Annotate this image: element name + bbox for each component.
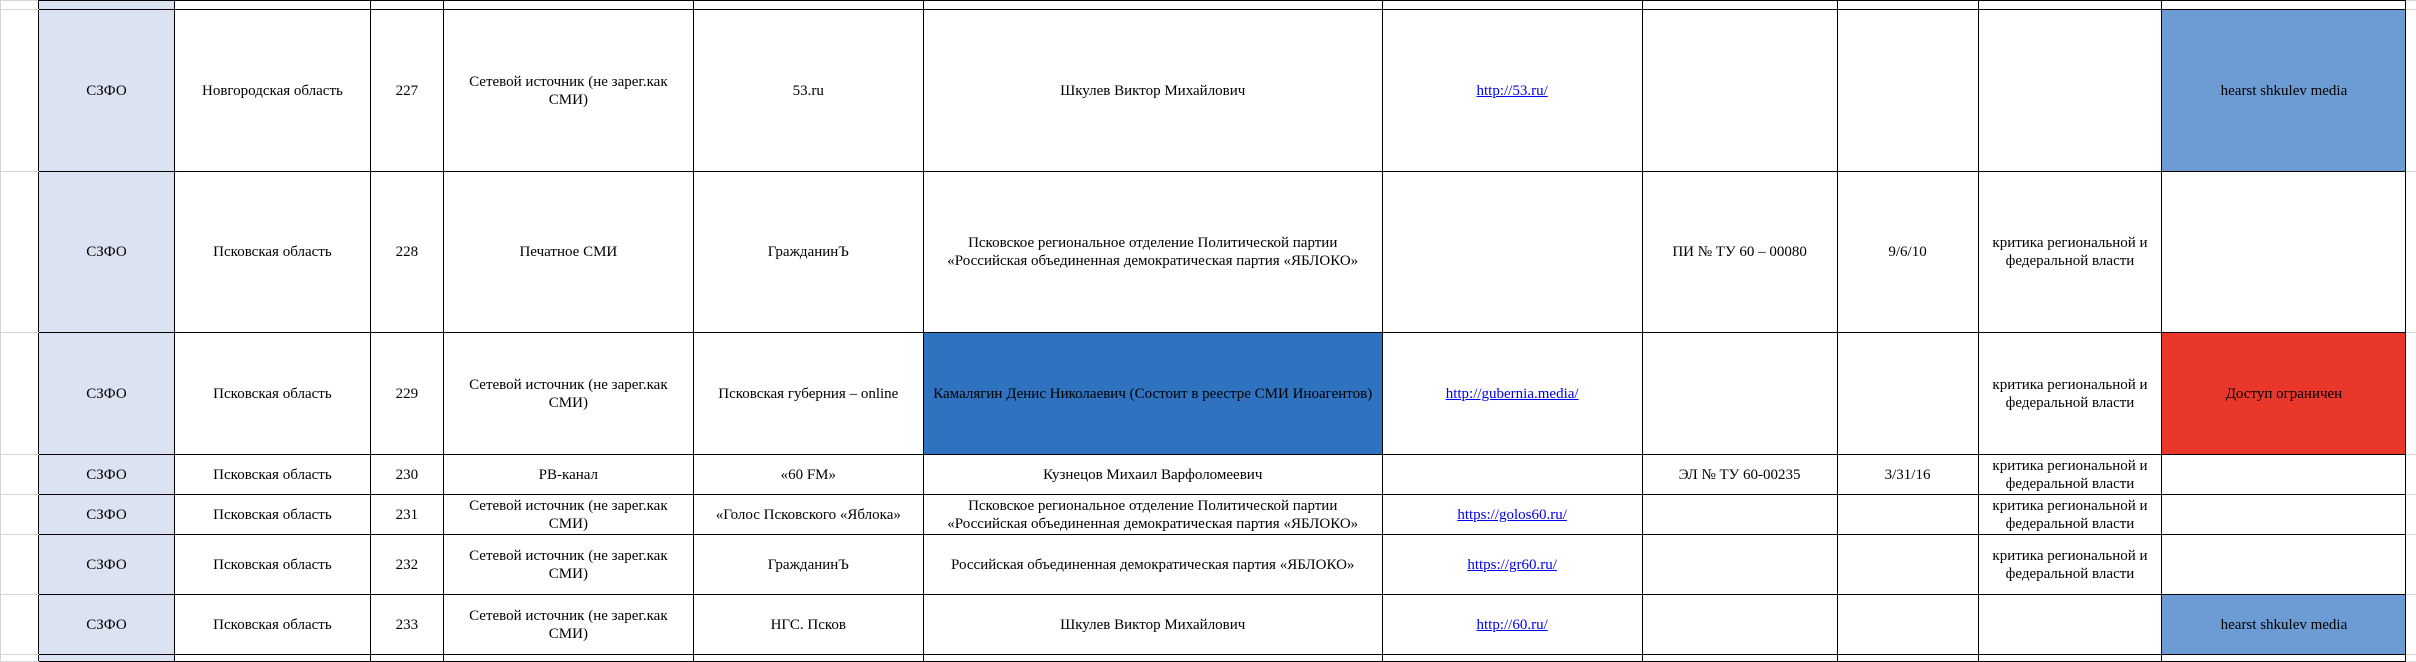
- founder-cell[interactable]: [923, 333, 1382, 455]
- media-type-cell[interactable]: [443, 1, 693, 10]
- media-title-cell[interactable]: [693, 1, 923, 10]
- media-title-text: НГС. Псков: [771, 617, 846, 633]
- media-type-cell[interactable]: [443, 535, 693, 595]
- region-text: Псковская область: [213, 507, 332, 523]
- row-number-cell[interactable]: [370, 595, 443, 655]
- row-gutter[interactable]: [1, 655, 39, 662]
- note-text: критика региональной и федеральной власти: [1992, 458, 2147, 492]
- table-row: [1, 172, 2416, 333]
- note-text: критика региональной и федеральной власти: [1992, 377, 2147, 411]
- registration-cell[interactable]: [1642, 455, 1837, 495]
- table-row: [1, 333, 2416, 455]
- media-type-text: Сетевой источник (не зарег.как СМИ): [469, 74, 668, 108]
- district-text: СЗФО: [86, 83, 126, 99]
- district-cell[interactable]: [38, 455, 174, 495]
- district-text: СЗФО: [86, 467, 126, 483]
- media-title-cell[interactable]: [693, 595, 923, 655]
- founder-text: Камалягин Денис Николаевич (Состоит в реестре СМИ Иноагентов): [933, 386, 1372, 402]
- district-cell[interactable]: [38, 1, 174, 10]
- region-cell[interactable]: [174, 10, 370, 172]
- right-edge: [2406, 1, 2416, 10]
- registration-date-text: 3/31/16: [1885, 467, 1931, 483]
- row-number-text: 227: [396, 83, 419, 99]
- region-text: Псковская область: [213, 244, 332, 260]
- note-cell[interactable]: [1978, 172, 2162, 333]
- district-text: СЗФО: [86, 507, 126, 523]
- note-cell[interactable]: [1978, 595, 2162, 655]
- extra-status-cell[interactable]: [2162, 595, 2406, 655]
- note-text: критика региональной и федеральной власти: [1992, 498, 2147, 532]
- row-number-text: 230: [396, 467, 419, 483]
- region-cell[interactable]: [174, 535, 370, 595]
- note-cell[interactable]: [1978, 455, 2162, 495]
- extra-status-cell[interactable]: [2162, 535, 2406, 595]
- table-row: [1, 10, 2416, 172]
- url-cell[interactable]: [1382, 10, 1642, 172]
- region-cell[interactable]: [174, 1, 370, 10]
- media-title-cell[interactable]: [693, 10, 923, 172]
- region-cell[interactable]: [174, 172, 370, 333]
- right-edge: [2406, 535, 2416, 595]
- district-text: СЗФО: [86, 386, 126, 402]
- row-gutter[interactable]: [1, 1, 39, 10]
- right-edge: [2406, 333, 2416, 455]
- district-cell[interactable]: [38, 655, 174, 662]
- media-title-text: 53.ru: [793, 83, 824, 99]
- media-title-text: ГражданинЪ: [768, 557, 849, 573]
- note-text: критика региональной и федеральной власти: [1992, 235, 2147, 269]
- founder-text: Российская объединенная демократическая партия «ЯБЛОКО»: [951, 557, 1354, 573]
- table-row: [1, 1, 2416, 10]
- url-cell[interactable]: [1382, 495, 1642, 535]
- region-cell[interactable]: [174, 655, 370, 662]
- founder-cell[interactable]: [923, 655, 1382, 662]
- media-type-cell[interactable]: [443, 10, 693, 172]
- row-number-cell[interactable]: [370, 535, 443, 595]
- source-link[interactable]: http://53.ru/: [1477, 83, 1548, 99]
- registration-date-cell[interactable]: [1837, 10, 1978, 172]
- founder-text: Шкулев Виктор Михайлович: [1060, 83, 1245, 99]
- founder-text: Кузнецов Михаил Варфоломеевич: [1043, 467, 1262, 483]
- region-cell[interactable]: [174, 495, 370, 535]
- media-title-cell[interactable]: [693, 455, 923, 495]
- founder-cell[interactable]: [923, 1, 1382, 10]
- media-title-cell[interactable]: [693, 333, 923, 455]
- source-link[interactable]: https://golos60.ru/: [1457, 507, 1567, 523]
- row-number-cell[interactable]: [370, 455, 443, 495]
- note-cell[interactable]: [1978, 10, 2162, 172]
- row-number-text: 233: [396, 617, 419, 633]
- note-cell[interactable]: [1978, 333, 2162, 455]
- row-gutter[interactable]: [1, 172, 39, 333]
- registration-date-cell[interactable]: [1837, 333, 1978, 455]
- row-gutter[interactable]: [1, 455, 39, 495]
- row-number-cell[interactable]: [370, 172, 443, 333]
- founder-cell[interactable]: [923, 10, 1382, 172]
- right-edge: [2406, 455, 2416, 495]
- note-cell[interactable]: [1978, 495, 2162, 535]
- registration-date-cell[interactable]: [1837, 595, 1978, 655]
- extra-status-cell[interactable]: [2162, 455, 2406, 495]
- media-title-text: «60 FM»: [781, 467, 836, 483]
- district-cell[interactable]: [38, 595, 174, 655]
- region-cell[interactable]: [174, 333, 370, 455]
- registration-date-cell[interactable]: [1837, 655, 1978, 662]
- source-link[interactable]: http://gubernia.media/: [1446, 386, 1579, 402]
- registration-date-cell[interactable]: [1837, 1, 1978, 10]
- region-text: Новгородская область: [202, 83, 343, 99]
- district-cell[interactable]: [38, 10, 174, 172]
- registration-cell[interactable]: [1642, 595, 1837, 655]
- district-cell[interactable]: [38, 333, 174, 455]
- region-text: Псковская область: [213, 557, 332, 573]
- table-row: [1, 495, 2416, 535]
- url-cell[interactable]: [1382, 172, 1642, 333]
- media-type-cell[interactable]: [443, 655, 693, 662]
- registration-cell[interactable]: [1642, 1, 1837, 10]
- district-text: СЗФО: [86, 244, 126, 260]
- registration-text: ПИ № ТУ 60 – 00080: [1672, 244, 1807, 260]
- district-cell[interactable]: [38, 535, 174, 595]
- row-gutter[interactable]: [1, 535, 39, 595]
- media-type-cell[interactable]: [443, 172, 693, 333]
- url-cell[interactable]: [1382, 535, 1642, 595]
- registration-text: ЭЛ № ТУ 60-00235: [1679, 467, 1801, 483]
- source-link[interactable]: http://60.ru/: [1477, 617, 1548, 633]
- media-type-text: Сетевой источник (не зарег.как СМИ): [469, 608, 668, 642]
- row-number-text: 228: [396, 244, 419, 260]
- media-title-cell[interactable]: [693, 172, 923, 333]
- region-text: Псковская область: [213, 617, 332, 633]
- row-gutter[interactable]: [1, 495, 39, 535]
- founder-cell[interactable]: [923, 455, 1382, 495]
- district-cell[interactable]: [38, 172, 174, 333]
- note-cell[interactable]: [1978, 1, 2162, 10]
- region-cell[interactable]: [174, 455, 370, 495]
- media-type-cell[interactable]: [443, 333, 693, 455]
- registration-date-text: 9/6/10: [1888, 244, 1926, 260]
- media-type-cell[interactable]: [443, 595, 693, 655]
- media-type-cell[interactable]: [443, 495, 693, 535]
- media-type-text: РВ-канал: [539, 467, 598, 483]
- right-edge: [2406, 495, 2416, 535]
- extra-status-cell[interactable]: [2162, 172, 2406, 333]
- founder-text: Псковское региональное отделение Политической партии «Российская объединенная демократическая партия «ЯБЛОКО»: [947, 498, 1358, 532]
- note-cell[interactable]: [1978, 655, 2162, 662]
- registration-cell[interactable]: [1642, 495, 1837, 535]
- extra-status-cell[interactable]: [2162, 333, 2406, 455]
- right-edge: [2406, 655, 2416, 662]
- url-cell[interactable]: [1382, 333, 1642, 455]
- right-edge: [2406, 172, 2416, 333]
- row-gutter[interactable]: [1, 333, 39, 455]
- note-cell[interactable]: [1978, 535, 2162, 595]
- registration-cell[interactable]: [1642, 172, 1837, 333]
- region-text: Псковская область: [213, 467, 332, 483]
- founder-cell[interactable]: [923, 172, 1382, 333]
- extra-status-cell[interactable]: [2162, 10, 2406, 172]
- registration-cell[interactable]: [1642, 333, 1837, 455]
- registration-date-cell[interactable]: [1837, 172, 1978, 333]
- table-row: [1, 535, 2416, 595]
- district-text: СЗФО: [86, 617, 126, 633]
- founder-text: Псковское региональное отделение Политической партии «Российская объединенная демократическая партия «ЯБЛОКО»: [947, 235, 1358, 269]
- row-gutter[interactable]: [1, 10, 39, 172]
- extra-status-cell[interactable]: [2162, 495, 2406, 535]
- row-number-text: 229: [396, 386, 419, 402]
- media-type-text: Сетевой источник (не зарег.как СМИ): [469, 548, 668, 582]
- media-type-text: Сетевой источник (не зарег.как СМИ): [469, 498, 668, 532]
- source-link[interactable]: https://gr60.ru/: [1467, 557, 1557, 573]
- extra-status-cell[interactable]: [2162, 655, 2406, 662]
- media-title-text: «Голос Псковского «Яблока»: [716, 507, 901, 523]
- registration-date-cell[interactable]: [1837, 495, 1978, 535]
- extra-status-text: hearst shkulev media: [2221, 617, 2348, 633]
- district-cell[interactable]: [38, 495, 174, 535]
- district-text: СЗФО: [86, 557, 126, 573]
- media-title-text: ГражданинЪ: [768, 244, 849, 260]
- url-cell[interactable]: [1382, 655, 1642, 662]
- row-number-cell[interactable]: [370, 655, 443, 662]
- registration-cell[interactable]: [1642, 535, 1837, 595]
- right-edge: [2406, 10, 2416, 172]
- row-gutter[interactable]: [1, 595, 39, 655]
- right-edge: [2406, 595, 2416, 655]
- media-title-text: Псковская губерния – online: [718, 386, 898, 402]
- row-number-cell[interactable]: [370, 495, 443, 535]
- founder-cell[interactable]: [923, 495, 1382, 535]
- extra-status-text: Доступ ограничен: [2226, 386, 2343, 402]
- registration-cell[interactable]: [1642, 655, 1837, 662]
- media-title-cell[interactable]: [693, 535, 923, 595]
- url-cell[interactable]: [1382, 455, 1642, 495]
- media-title-cell[interactable]: [693, 495, 923, 535]
- row-number-cell[interactable]: [370, 10, 443, 172]
- registration-date-cell[interactable]: [1837, 455, 1978, 495]
- url-cell[interactable]: [1382, 595, 1642, 655]
- region-cell[interactable]: [174, 595, 370, 655]
- note-text: критика региональной и федеральной власти: [1992, 548, 2147, 582]
- media-type-text: Сетевой источник (не зарег.как СМИ): [469, 377, 668, 411]
- media-type-text: Печатное СМИ: [519, 244, 617, 260]
- row-number-text: 231: [396, 507, 419, 523]
- table-row: [1, 595, 2416, 655]
- registration-date-cell[interactable]: [1837, 535, 1978, 595]
- extra-status-text: hearst shkulev media: [2221, 83, 2348, 99]
- url-cell[interactable]: [1382, 1, 1642, 10]
- table-row: [1, 655, 2416, 662]
- registration-cell[interactable]: [1642, 10, 1837, 172]
- founder-cell[interactable]: [923, 535, 1382, 595]
- founder-cell[interactable]: [923, 595, 1382, 655]
- founder-text: Шкулев Виктор Михайлович: [1060, 617, 1245, 633]
- table-row: [1, 455, 2416, 495]
- extra-status-cell[interactable]: [2162, 1, 2406, 10]
- region-text: Псковская область: [213, 386, 332, 402]
- row-number-text: 232: [396, 557, 419, 573]
- row-number-cell[interactable]: [370, 1, 443, 10]
- media-title-cell[interactable]: [693, 655, 923, 662]
- row-number-cell[interactable]: [370, 333, 443, 455]
- media-type-cell[interactable]: [443, 455, 693, 495]
